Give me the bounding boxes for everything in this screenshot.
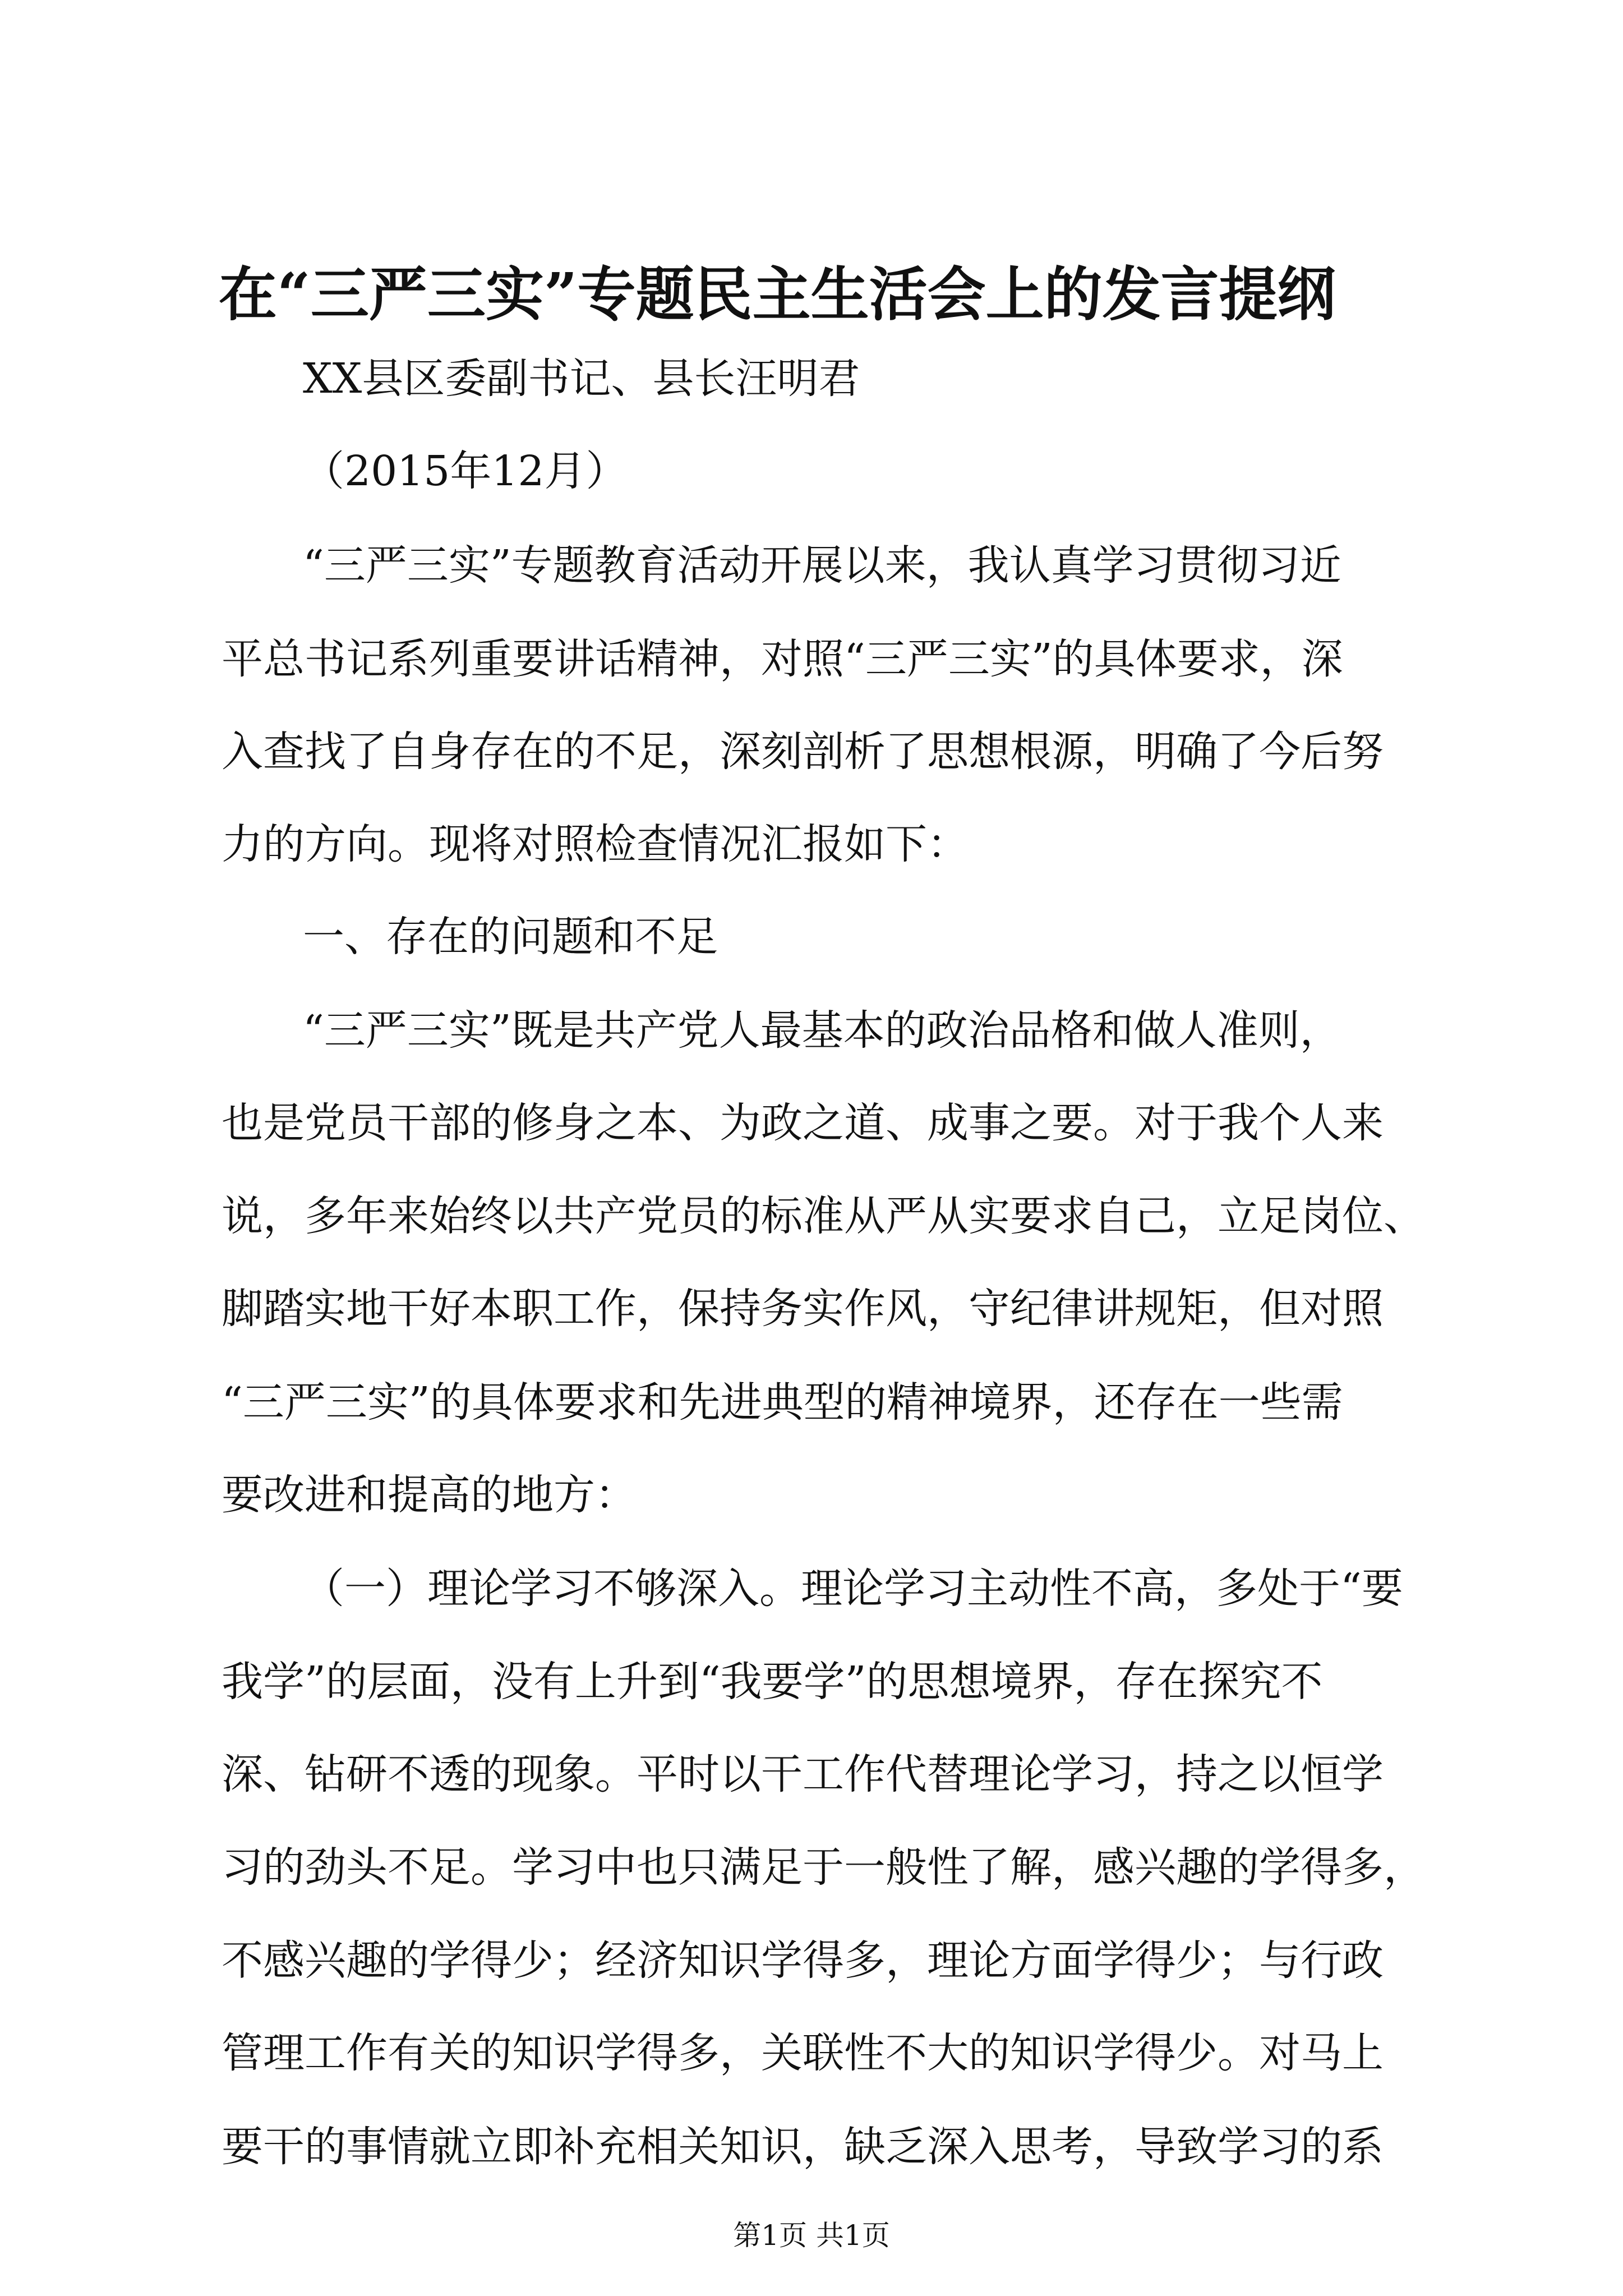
page-number-footer: 第1页 共1页 — [733, 2219, 890, 2252]
body-line: “三严三实”的具体要求和先进典型的精神境界，还存在一些需 — [222, 1378, 1343, 1427]
body-line: 平总书记系列重要讲话精神，对照“三严三实”的具体要求，深 — [222, 635, 1343, 683]
body-line: 也是党员干部的修身之本、为政之道、成事之要。对于我个人来 — [222, 1099, 1384, 1147]
body-line: “三严三实”既是共产党人最基本的政治品格和做人准则， — [303, 1006, 1341, 1055]
document-title: 在“三严三实”专题民主生活会上的发言提纲 — [219, 260, 1336, 329]
body-line: 入查找了自身存在的不足，深刻剖析了思想根源，明确了今后努 — [222, 728, 1384, 776]
body-line: 习的劲头不足。学习中也只满足于一般性了解，感兴趣的学得多， — [222, 1843, 1425, 1892]
body-line: 我学”的层面，没有上升到“我要学”的思想境界，存在探究不 — [222, 1658, 1323, 1706]
body-line: 脚踏实地干好本职工作，保持务实作风，守纪律讲规矩，但对照 — [222, 1285, 1384, 1333]
body-line: 说，多年来始终以共产党员的标准从严从实要求自己，立足岗位、 — [222, 1192, 1425, 1240]
date-line: （2015年12月） — [303, 447, 628, 495]
section-heading: 一、存在的问题和不足 — [303, 913, 718, 961]
body-line: 深、钻研不透的现象。平时以干工作代替理论学习，持之以恒学 — [222, 1750, 1384, 1798]
body-line: 要改进和提高的地方： — [222, 1471, 637, 1519]
body-line: 管理工作有关的知识学得多，关联性不大的知识学得少。对马上 — [222, 2029, 1384, 2077]
author-line: XX县区委副书记、县长汪明君 — [303, 355, 860, 403]
body-line: 要干的事情就立即补充相关知识，缺乏深入思考，导致学习的系 — [222, 2123, 1384, 2171]
body-line: 不感兴趣的学得少；经济知识学得多，理论方面学得少；与行政 — [222, 1936, 1384, 1985]
body-line: 力的方向。现将对照检查情况汇报如下： — [222, 820, 969, 868]
subsection-line: （一）理论学习不够深入。理论学习主动性不高，多处于“要 — [303, 1565, 1403, 1613]
body-line: “三严三实”专题教育活动开展以来，我认真学习贯彻习近 — [303, 541, 1341, 590]
